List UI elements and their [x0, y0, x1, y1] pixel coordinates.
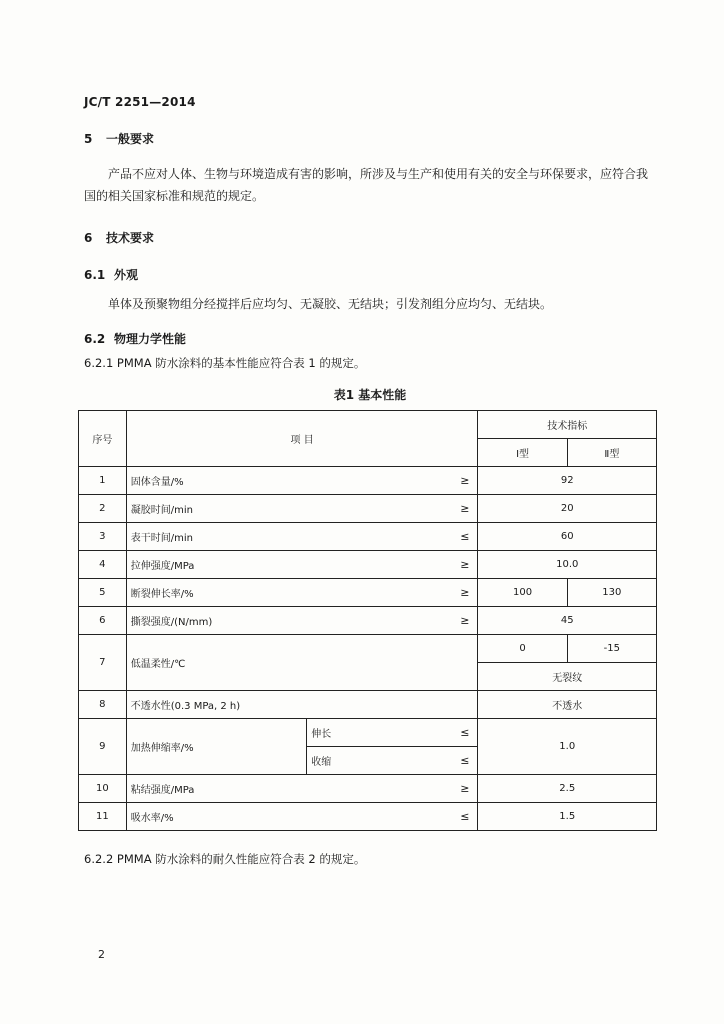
- row-item: 断裂伸长率/%: [126, 579, 441, 607]
- row-value-type1: 100: [478, 579, 567, 607]
- row-value: 无裂纹: [478, 663, 657, 691]
- row-no: 3: [79, 523, 127, 551]
- table-row: [79, 607, 657, 635]
- row-symbol: ≥: [442, 579, 478, 607]
- section-6-heading: [84, 229, 154, 246]
- row-value: 1.0: [478, 719, 657, 775]
- row-item: 撕裂强度/(N/mm): [126, 607, 441, 635]
- row-value: 60: [478, 523, 657, 551]
- section-6-2-2-text: 6.2.2 PMMA 防水涂料的耐久性能应符合表 2 的规定。: [84, 852, 366, 866]
- row-no: 4: [79, 551, 127, 579]
- section-6-2-heading: [84, 330, 186, 347]
- row-symbol: ≤: [442, 803, 478, 831]
- row-item: 加热伸缩率/%: [126, 719, 307, 775]
- table-row: [79, 691, 657, 719]
- section-6-2-1-text: 6.2.1 PMMA 防水涂料的基本性能应符合表 1 的规定。: [84, 356, 366, 370]
- row-symbol: ≤: [442, 523, 478, 551]
- row-no: 8: [79, 691, 127, 719]
- row-symbol: ≤: [442, 719, 478, 747]
- section-number: 6.2: [84, 332, 106, 346]
- row-symbol: ≥: [442, 607, 478, 635]
- row-subitem: 伸长: [307, 719, 442, 747]
- paragraph-text: 单体及预聚物组分经搅拌后应均匀、无凝胶、无结块；引发剂组分应均匀、无结块。: [108, 297, 553, 311]
- row-no: 2: [79, 495, 127, 523]
- header-type2: Ⅱ型: [567, 439, 656, 467]
- header-item: 项 目: [126, 411, 478, 467]
- row-value: 不透水: [478, 691, 657, 719]
- row-no: 1: [79, 467, 127, 495]
- row-item: 凝胶时间/min: [126, 495, 441, 523]
- table-row: [79, 803, 657, 831]
- paragraph-text: 产品不应对人体、生物与环境造成有害的影响，所涉及与生产和使用有关的安全与环保要求，应符合我国的相关国家标准和规范的规定。: [84, 167, 649, 203]
- row-value: 20: [478, 495, 657, 523]
- row-value: 2.5: [478, 775, 657, 803]
- row-no: 9: [79, 719, 127, 775]
- row-value: 45: [478, 607, 657, 635]
- row-item: 低温柔性/℃: [126, 635, 478, 691]
- row-value-type1: 0: [478, 635, 567, 663]
- row-value: 10.0: [478, 551, 657, 579]
- row-symbol: ≥: [442, 467, 478, 495]
- section-6-1-paragraph: [84, 293, 656, 315]
- section-title: 一般要求: [106, 132, 155, 146]
- table-row: [79, 719, 657, 747]
- row-value: 92: [478, 467, 657, 495]
- row-no: 6: [79, 607, 127, 635]
- row-item: 固体含量/%: [126, 467, 441, 495]
- section-5-heading: [84, 130, 154, 147]
- table-row: [79, 551, 657, 579]
- row-symbol: ≤: [442, 747, 478, 775]
- table-header-row: [79, 411, 657, 439]
- table-caption: 表1 基本性能: [333, 388, 407, 402]
- section-number: 6.1: [84, 268, 106, 282]
- row-value-type2: -15: [567, 635, 656, 663]
- row-symbol: ≥: [442, 495, 478, 523]
- row-subitem: 收缩: [307, 747, 442, 775]
- row-item: 拉伸强度/MPa: [126, 551, 441, 579]
- header-no: 序号: [79, 411, 127, 467]
- row-no: 5: [79, 579, 127, 607]
- row-no: 10: [79, 775, 127, 803]
- row-no: 7: [79, 635, 127, 691]
- section-title: 外观: [114, 268, 139, 282]
- row-value-type2: 130: [567, 579, 656, 607]
- table-row: [79, 467, 657, 495]
- section-title: 物理力学性能: [114, 332, 187, 346]
- row-item: 表干时间/min: [126, 523, 441, 551]
- table-row: [79, 635, 657, 663]
- standard-code: JC/T 2251—2014: [84, 95, 196, 109]
- page-number: 2: [98, 948, 105, 961]
- row-item: 吸水率/%: [126, 803, 441, 831]
- header-type1: Ⅰ型: [478, 439, 567, 467]
- row-symbol: ≥: [442, 775, 478, 803]
- table-row: [79, 579, 657, 607]
- section-number: 5: [84, 132, 93, 146]
- section-title: 技术要求: [106, 231, 155, 245]
- section-5-paragraph: [84, 163, 656, 207]
- header-tech: 技术指标: [478, 411, 657, 439]
- row-value: 1.5: [478, 803, 657, 831]
- row-item: 不透水性(0.3 MPa, 2 h): [126, 691, 478, 719]
- basic-performance-table: [78, 410, 657, 831]
- row-symbol: ≥: [442, 551, 478, 579]
- row-item: 粘结强度/MPa: [126, 775, 441, 803]
- table-row: [79, 495, 657, 523]
- table-row: [79, 523, 657, 551]
- section-6-1-heading: [84, 266, 138, 283]
- row-no: 11: [79, 803, 127, 831]
- section-number: 6: [84, 231, 93, 245]
- table-row: [79, 775, 657, 803]
